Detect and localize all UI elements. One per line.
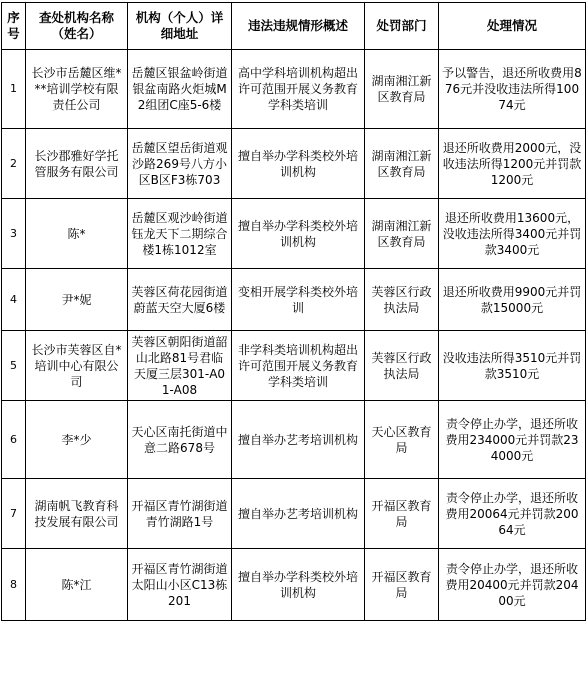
cell-department: 开福区教育局 [365,479,439,549]
cell-department: 湖南湘江新区教育局 [365,129,439,199]
cell-name: 尹*妮 [26,269,128,331]
table-row [2,331,586,401]
cell-result: 没收违法所得3510元并罚款3510元 [439,331,586,401]
cell-result: 予以警告，退还所收费用876元并没收违法所得10074元 [439,50,586,129]
cell-department: 开福区教育局 [365,549,439,621]
cell-address: 岳麓区望岳街道观沙路269号八方小区B区F3栋703 [128,129,232,199]
cell-index: 7 [2,479,26,549]
cell-index: 6 [2,401,26,479]
cell-violation: 变相开展学科类校外培训 [232,269,365,331]
cell-name: 长沙郡雅好学托管服务有限公司 [26,129,128,199]
cell-department: 天心区教育局 [365,401,439,479]
cell-name: 长沙市岳麓区维***培训学校有限责任公司 [26,50,128,129]
cell-violation: 擅自举办艺考培训机构 [232,401,365,479]
cell-name: 李*少 [26,401,128,479]
cell-result: 责令停止办学，退还所收费用20400元并罚款20400元 [439,549,586,621]
cell-violation: 擅自举办艺考培训机构 [232,479,365,549]
cell-index: 4 [2,269,26,331]
cell-address: 开福区青竹湖街道青竹湖路1号 [128,479,232,549]
table-header-row [2,3,586,50]
cell-department: 湖南湘江新区教育局 [365,50,439,129]
cell-address: 芙蓉区朝阳街道韶山北路81号君临天厦三层301-A01-A08 [128,331,232,401]
cell-result: 责令停止办学，退还所收费用234000元并罚款234000元 [439,401,586,479]
penalty-table [1,2,586,621]
cell-name: 陈* [26,199,128,269]
cell-result: 退还所收费用13600元，没收违法所得3400元并罚款3400元 [439,199,586,269]
cell-violation: 非学科类培训机构超出许可范围开展义务教育学科类培训 [232,331,365,401]
cell-index: 5 [2,331,26,401]
cell-violation: 高中学科培训机构超出许可范围开展义务教育学科类培训 [232,50,365,129]
cell-name: 长沙市芙蓉区自*培训中心有限公司 [26,331,128,401]
cell-index: 3 [2,199,26,269]
table-row [2,269,586,331]
document-page [1,2,585,621]
cell-address: 岳麓区银盆岭街道银盆南路火炬城M2组团C座5-6楼 [128,50,232,129]
cell-address: 岳麓区观沙岭街道钰龙天下二期综合楼1栋1012室 [128,199,232,269]
cell-name: 湖南帆飞教育科技发展有限公司 [26,479,128,549]
cell-violation: 擅自举办学科类校外培训机构 [232,129,365,199]
cell-address: 芙蓉区荷花园街道蔚蓝天空大厦6楼 [128,269,232,331]
cell-department: 芙蓉区行政执法局 [365,331,439,401]
table-row [2,199,586,269]
header-name: 查处机构名称（姓名） [26,3,128,50]
header-violation: 违法违规情形概述 [232,3,365,50]
cell-department: 湖南湘江新区教育局 [365,199,439,269]
cell-result: 退还所收费用9900元并罚款15000元 [439,269,586,331]
header-result: 处理情况 [439,3,586,50]
table-row [2,549,586,621]
cell-address: 天心区南托街道中意二路678号 [128,401,232,479]
cell-index: 1 [2,50,26,129]
cell-department: 芙蓉区行政执法局 [365,269,439,331]
cell-name: 陈*江 [26,549,128,621]
cell-result: 责令停止办学，退还所收费用20064元并罚款20064元 [439,479,586,549]
cell-address: 开福区青竹湖街道太阳山小区C13栋201 [128,549,232,621]
table-row [2,401,586,479]
cell-violation: 擅自举办学科类校外培训机构 [232,199,365,269]
cell-result: 退还所收费用2000元，没收违法所得1200元并罚款1200元 [439,129,586,199]
cell-violation: 擅自举办学科类校外培训机构 [232,549,365,621]
table-row [2,50,586,129]
header-index: 序号 [2,3,26,50]
cell-index: 8 [2,549,26,621]
header-address: 机构（个人）详细地址 [128,3,232,50]
table-row [2,479,586,549]
header-department: 处罚部门 [365,3,439,50]
cell-index: 2 [2,129,26,199]
table-row [2,129,586,199]
